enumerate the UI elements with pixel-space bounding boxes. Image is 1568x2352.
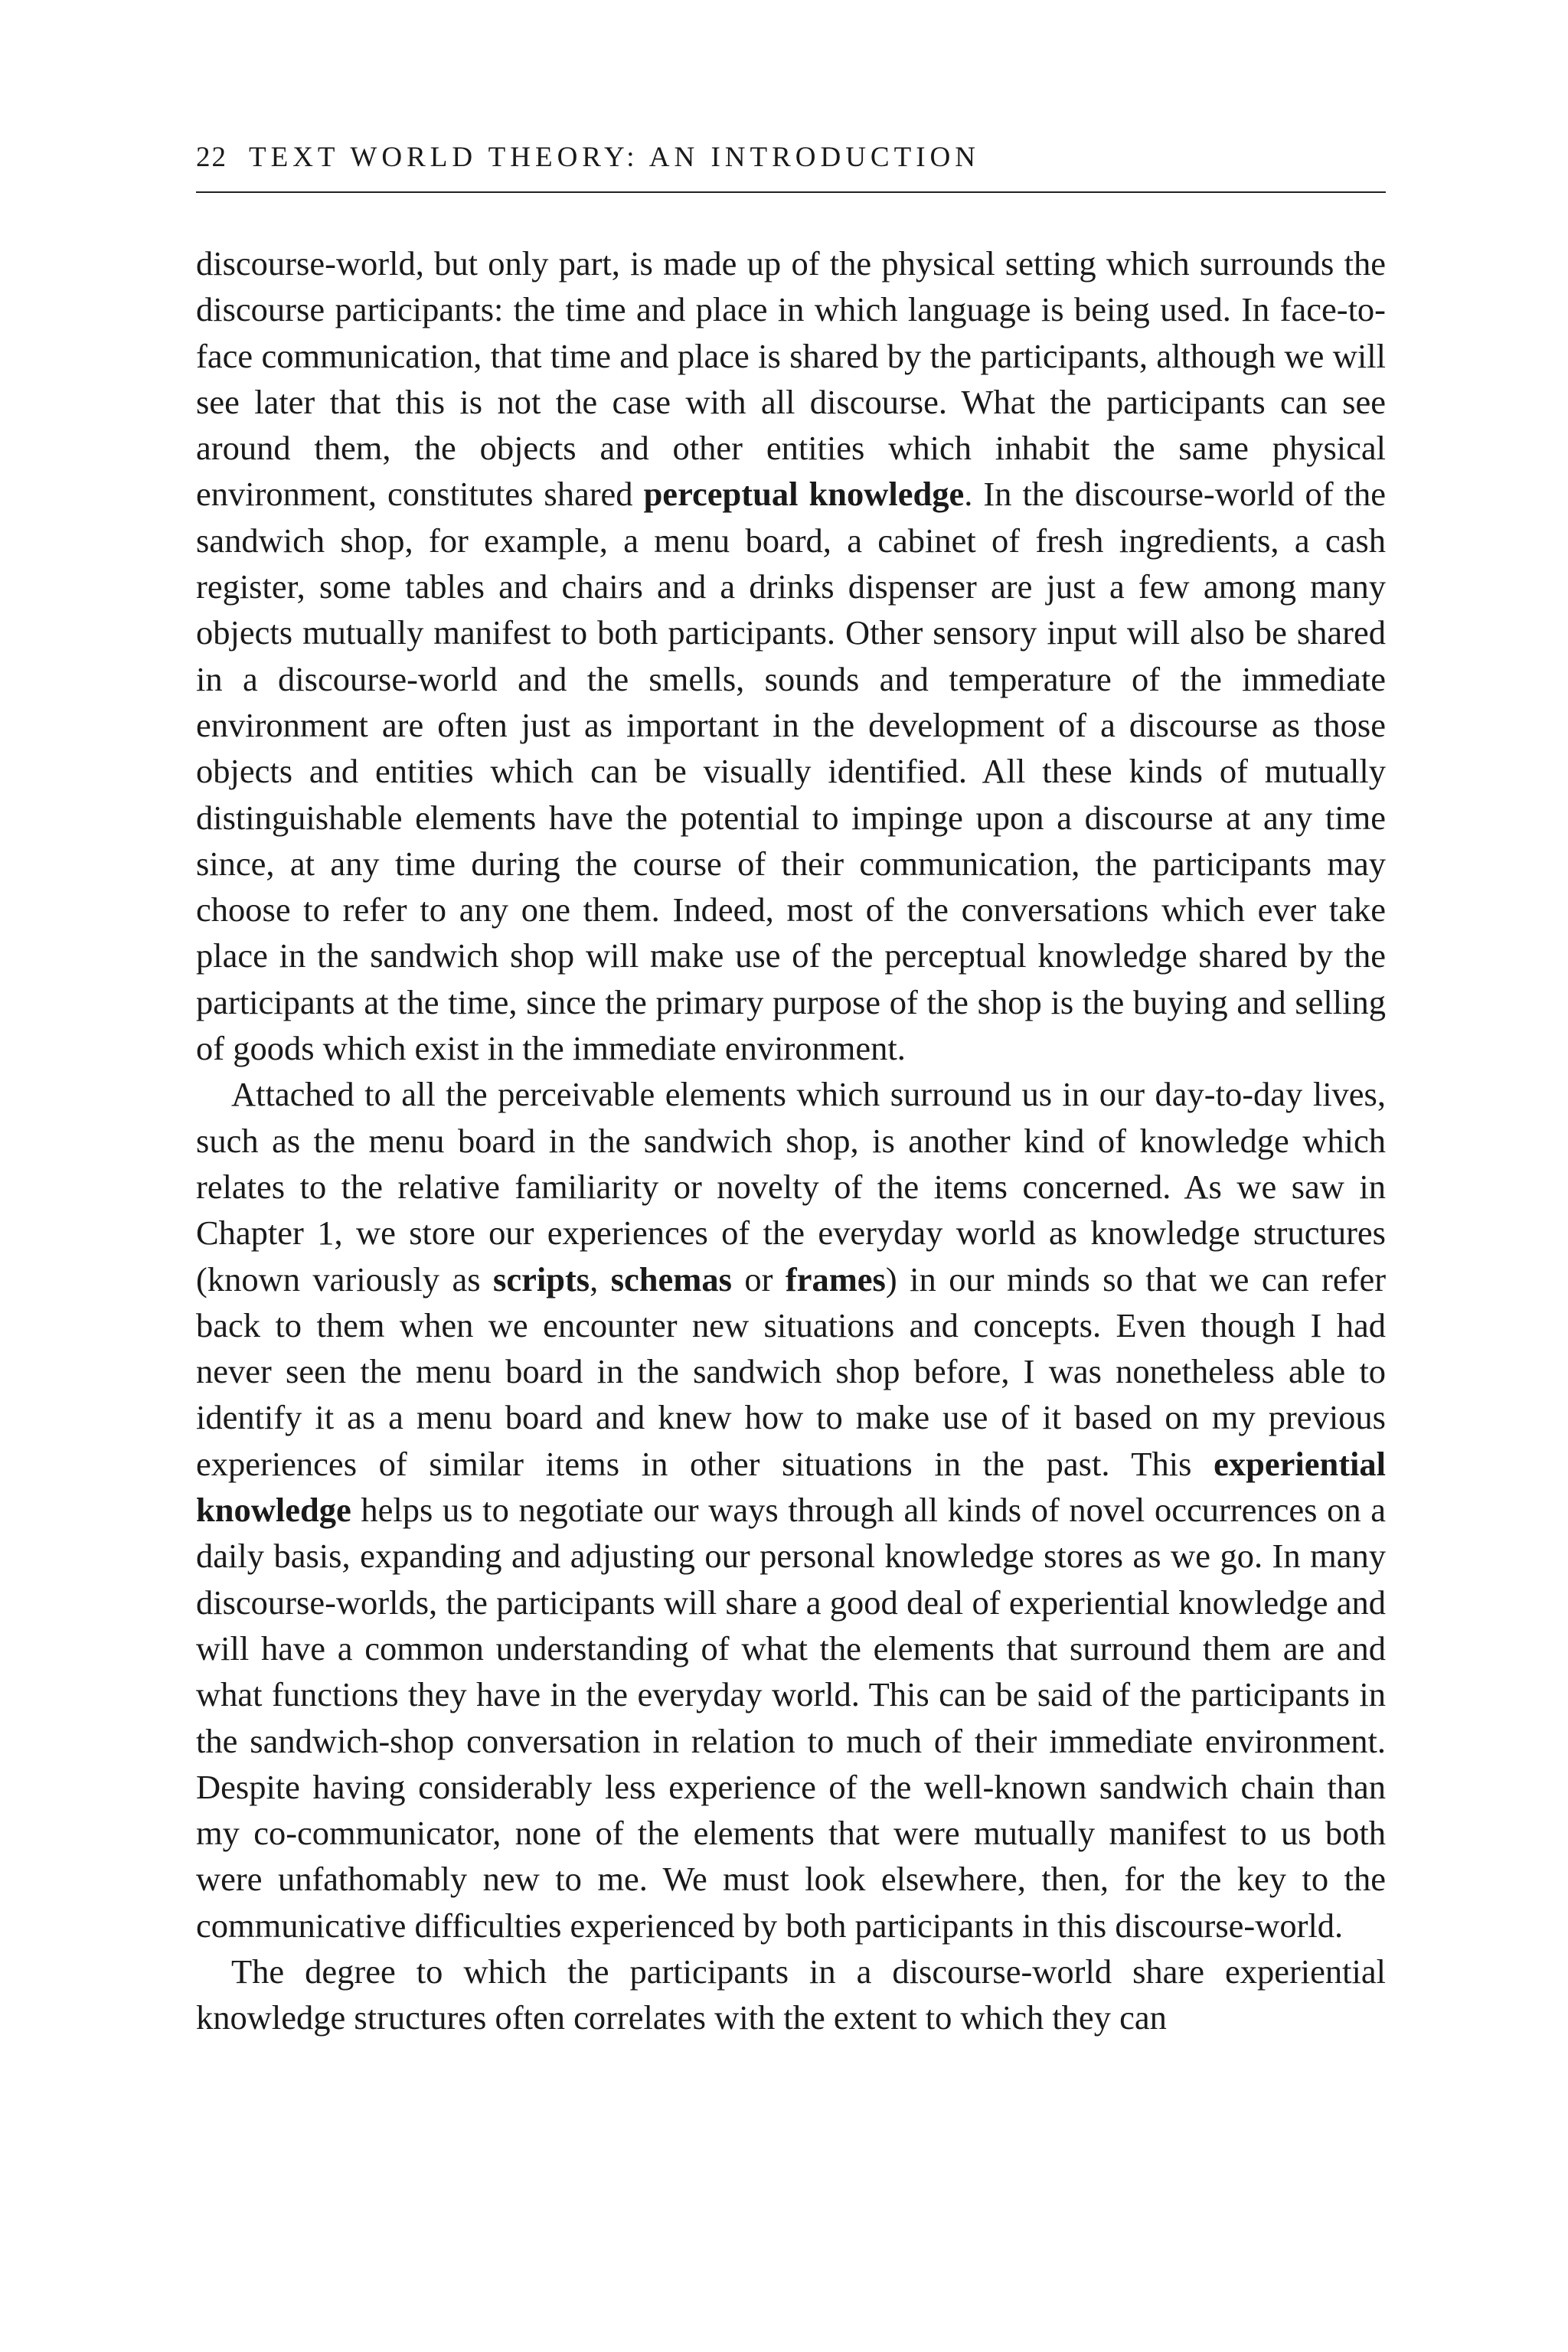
text-run: . In the discourse-world of the sandwich shop, for example, a menu board, a cabinet of fresh ingredients, a cash register, some tables and chairs and a drinks dispenser are just a few among many objects mutually manifest to both participants. Other sensory input will also be shared in a discourse-world and the smells, sounds and temperature of the immediate environment are often just as important in the development of a discourse as those objects and entities which can be visually identified. All these kinds of mutually distinguishable elements have the potential to impinge upon a discourse at any time since, at any time during the course of their communication, the participants may choose to refer to any one them. Indeed, most of the conversations which ever take place in the sandwich shop will make use of the perceptual knowledge shared by the participants at the time, since the primary purpose of the shop is the buying and selling of goods which exist in the immediate environment.: [196, 475, 1386, 1068]
key-term: perceptual knowledge: [643, 475, 965, 514]
running-head: [196, 142, 1386, 193]
paragraph: [196, 1949, 1386, 2041]
text-run: ,: [590, 1259, 611, 1298]
text-run: ) in our minds so that we can refer back to them when we encounter new situations and concepts. Even though I had never seen the menu board in the sandwich shop before, I was nonetheless able to identify it as a menu board and knew how to make use of it based on my previous experiences of similar items in other situations in the past. This: [196, 1259, 1387, 1483]
text-run: discourse-world, but only part, is made up of the physical setting which surrounds the discourse participants: the time and place in which language is being used. In face-to-face communication, that time and place is shared by the participants, although we will see later that this is not the case with all discourse. What the participants can see around them, the objects and other entities which inhabit the same physical environment, constitutes shared: [196, 244, 1386, 514]
running-head-title: TEXT WORLD THEORY: AN INTRODUCTION: [249, 142, 980, 173]
paragraph: [196, 240, 1386, 1071]
text-run: helps us to negotiate our ways through all kinds of novel occurrences on a daily basis, expanding and adjusting our personal knowledge stores as we go. In many discourse-worlds, the participants will share a good deal of experiential knowledge and will have a common understanding of what the elements that surround them are and what functions they have in the everyday world. This can be said of the participants in the sandwich-shop conversation in relation to much of their immediate environment. Despite having considerably less experience of the well-known sandwich chain than my co-communicator, none of the elements that were mutually manifest to us both were unfathomably new to me. We must look elsewhere, then, for the key to the communicative difficulties experienced by both participants in this discourse-world.: [196, 1491, 1386, 1945]
paragraph: [196, 1071, 1386, 1949]
text-run: Attached to all the perceivable elements which surround us in our day-to-day lives, such as the menu board in the sandwich shop, is another kind of knowledge which relates to the relative familiarity or novelty of the items concerned. As we saw in Chapter 1, we store our experiences of the everyday world as knowledge structures (known variously as: [196, 1075, 1386, 1298]
body-text: [196, 240, 1386, 2041]
text-run: The degree to which the participants in a discourse-world share experiential knowledge structures often correlates with the extent to which they can: [196, 1952, 1386, 2037]
key-term: frames: [785, 1259, 886, 1298]
key-term: schemas: [610, 1259, 732, 1298]
text-run: or: [731, 1259, 786, 1298]
key-term: scripts: [493, 1259, 590, 1298]
page-number: 22: [196, 142, 227, 173]
key-term: experiential knowledge: [196, 1444, 1386, 1530]
